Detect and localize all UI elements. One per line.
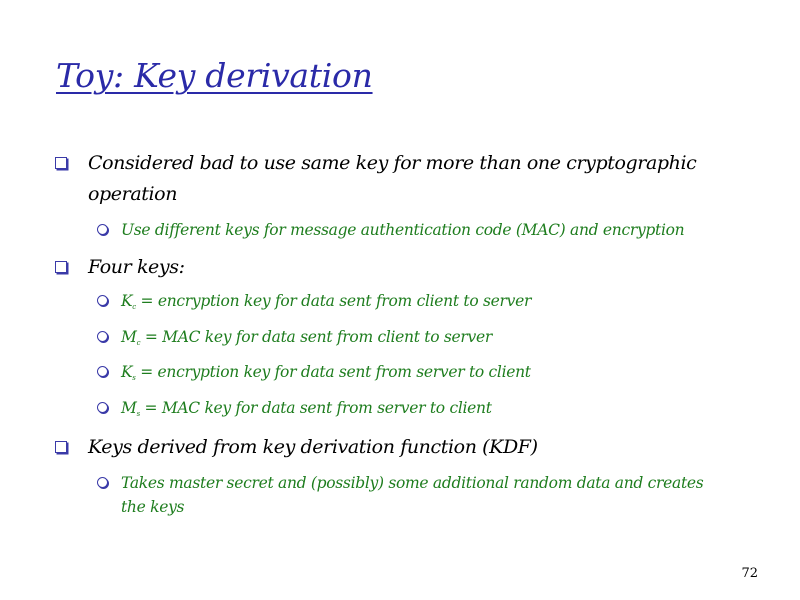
square-bullet-icon (55, 261, 67, 273)
circle-bullet-icon (97, 331, 108, 342)
bullet-text: Four keys: (88, 256, 185, 278)
sub-bullet-text: = MAC key for data sent from server to client (139, 399, 492, 417)
sub-bullet-text: = MAC key for data sent from client to server (140, 328, 492, 346)
square-bullet-icon (55, 157, 67, 169)
key-subscript: c (136, 339, 141, 347)
sub-bullet-text: = encryption key for data sent from client to server (135, 292, 532, 310)
key-letter: K (121, 363, 133, 381)
key-subscript: s (136, 410, 140, 418)
sub-bullet-item (121, 396, 761, 426)
bullet-item (88, 148, 728, 210)
bullet-text: Considered bad to use same key for more than one cryptographic operation (88, 152, 697, 205)
circle-bullet-icon (97, 402, 108, 413)
circle-bullet-icon (97, 295, 108, 306)
sub-bullet-text: = encryption key for data sent from server to client (135, 363, 531, 381)
circle-bullet-icon (97, 477, 108, 488)
bullet-item (88, 432, 748, 463)
key-subscript: c (132, 303, 136, 311)
sub-bullet-item (121, 471, 721, 519)
square-bullet-icon (55, 441, 67, 453)
sub-bullet-text: Takes master secret and (possibly) some additional random data and creates the keys (121, 474, 704, 516)
circle-bullet-icon (97, 366, 108, 377)
bullet-text: Keys derived from key derivation function (KDF) (88, 436, 538, 458)
sub-bullet-text: Use different keys for message authentication code (MAC) and encryption (121, 221, 685, 239)
bullet-item (88, 252, 728, 283)
key-letter: K (121, 292, 133, 310)
key-subscript: s (132, 374, 136, 382)
sub-bullet-item (121, 325, 761, 355)
sub-bullet-item (121, 289, 761, 319)
key-letter: M (121, 399, 137, 417)
slide-title: Toy: Key derivation (56, 56, 373, 95)
page-number: 72 (741, 566, 758, 581)
sub-bullet-item (121, 218, 761, 242)
circle-bullet-icon (97, 224, 108, 235)
key-letter: M (121, 328, 137, 346)
sub-bullet-item (121, 360, 761, 390)
